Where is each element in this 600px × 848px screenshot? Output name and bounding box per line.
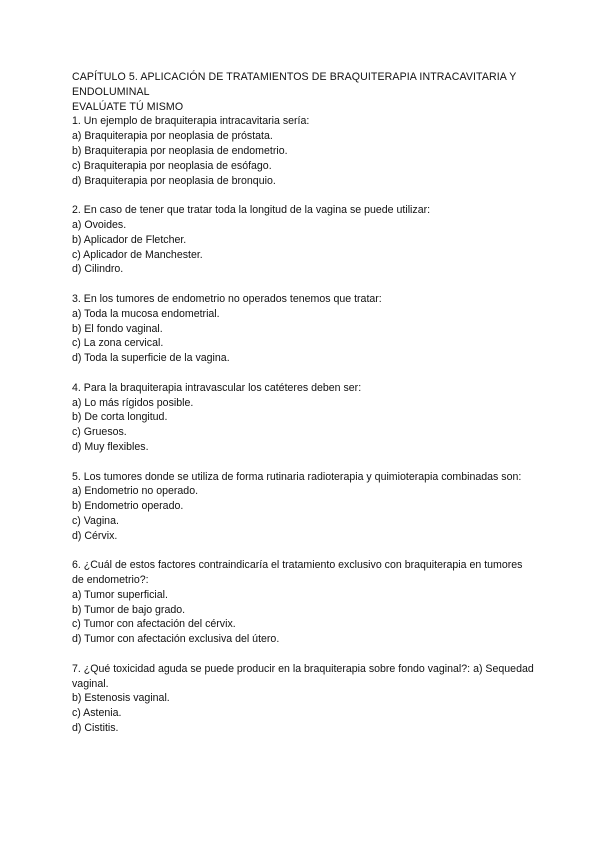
question-4 xyxy=(72,381,534,455)
question-text: 2. En caso de tener que tratar toda la longitud de la vagina se puede utilizar: xyxy=(72,204,431,217)
answer-option: b) Tumor de bajo grado. xyxy=(72,603,186,616)
answer-option: b) El fondo vaginal. xyxy=(72,322,163,335)
question-6 xyxy=(72,558,534,647)
answer-option: b) Braquiterapia por neoplasia de endometrio. xyxy=(72,144,288,157)
answer-option: a) Tumor superficial. xyxy=(72,588,168,601)
chapter-title: CAPÍTULO 5. APLICACIÓN DE TRATAMIENTOS DE BRAQUITERAPIA INTRACAVITARIA Y ENDOLUMINAL xyxy=(72,71,517,98)
section-subtitle: EVALÚATE TÚ MISMO xyxy=(72,100,184,113)
answer-option: c) Tumor con afectación del cérvix. xyxy=(72,618,236,631)
answer-option: d) Cistitis. xyxy=(72,722,119,735)
answer-option: d) Tumor con afectación exclusiva del útero. xyxy=(72,633,280,646)
document-page xyxy=(72,70,534,751)
answer-option: a) Lo más rígidos posible. xyxy=(72,396,194,409)
answer-option: d) Toda la superficie de la vagina. xyxy=(72,352,230,365)
answer-option: b) Endometrio operado. xyxy=(72,500,184,513)
question-text: 4. Para la braquiterapia intravascular los catéteres deben ser: xyxy=(72,381,362,394)
question-3 xyxy=(72,292,534,366)
answer-option: a) Toda la mucosa endometrial. xyxy=(72,307,220,320)
question-text: 3. En los tumores de endometrio no operados tenemos que tratar: xyxy=(72,292,382,305)
answer-option: c) Aplicador de Manchester. xyxy=(72,248,203,261)
question-text: 7. ¿Qué toxicidad aguda se puede producir en la braquiterapia sobre fondo vaginal?: a) Sequedad vaginal. xyxy=(72,662,534,690)
question-2 xyxy=(72,203,534,277)
answer-option: b) Aplicador de Fletcher. xyxy=(72,233,187,246)
answer-option: d) Cilindro. xyxy=(72,263,124,276)
answer-option: c) Astenia. xyxy=(72,707,122,720)
answer-option: d) Cérvix. xyxy=(72,529,118,542)
question-5 xyxy=(72,470,534,544)
answer-option: c) Vagina. xyxy=(72,514,119,527)
question-text: 6. ¿Cuál de estos factores contraindicaría el tratamiento exclusivo con braquiterapia en tumores de endometrio?: xyxy=(72,559,523,587)
question-text: 5. Los tumores donde se utiliza de forma rutinaria radioterapia y quimioterapia combinadas son: xyxy=(72,470,522,483)
answer-option: c) Braquiterapia por neoplasia de esófago. xyxy=(72,159,272,172)
answer-option: c) Gruesos. xyxy=(72,426,127,439)
question-7 xyxy=(72,662,534,736)
answer-option: b) De corta longitud. xyxy=(72,411,168,424)
question-text: 1. Un ejemplo de braquiterapia intracavitaria sería: xyxy=(72,115,310,128)
answer-option: a) Ovoides. xyxy=(72,218,127,231)
question-1 xyxy=(72,114,534,188)
answer-option: b) Estenosis vaginal. xyxy=(72,692,170,705)
answer-option: a) Braquiterapia por neoplasia de próstata. xyxy=(72,130,273,143)
answer-option: a) Endometrio no operado. xyxy=(72,485,199,498)
answer-option: c) La zona cervical. xyxy=(72,337,164,350)
answer-option: d) Muy flexibles. xyxy=(72,440,149,453)
answer-option: d) Braquiterapia por neoplasia de bronquio. xyxy=(72,174,276,187)
